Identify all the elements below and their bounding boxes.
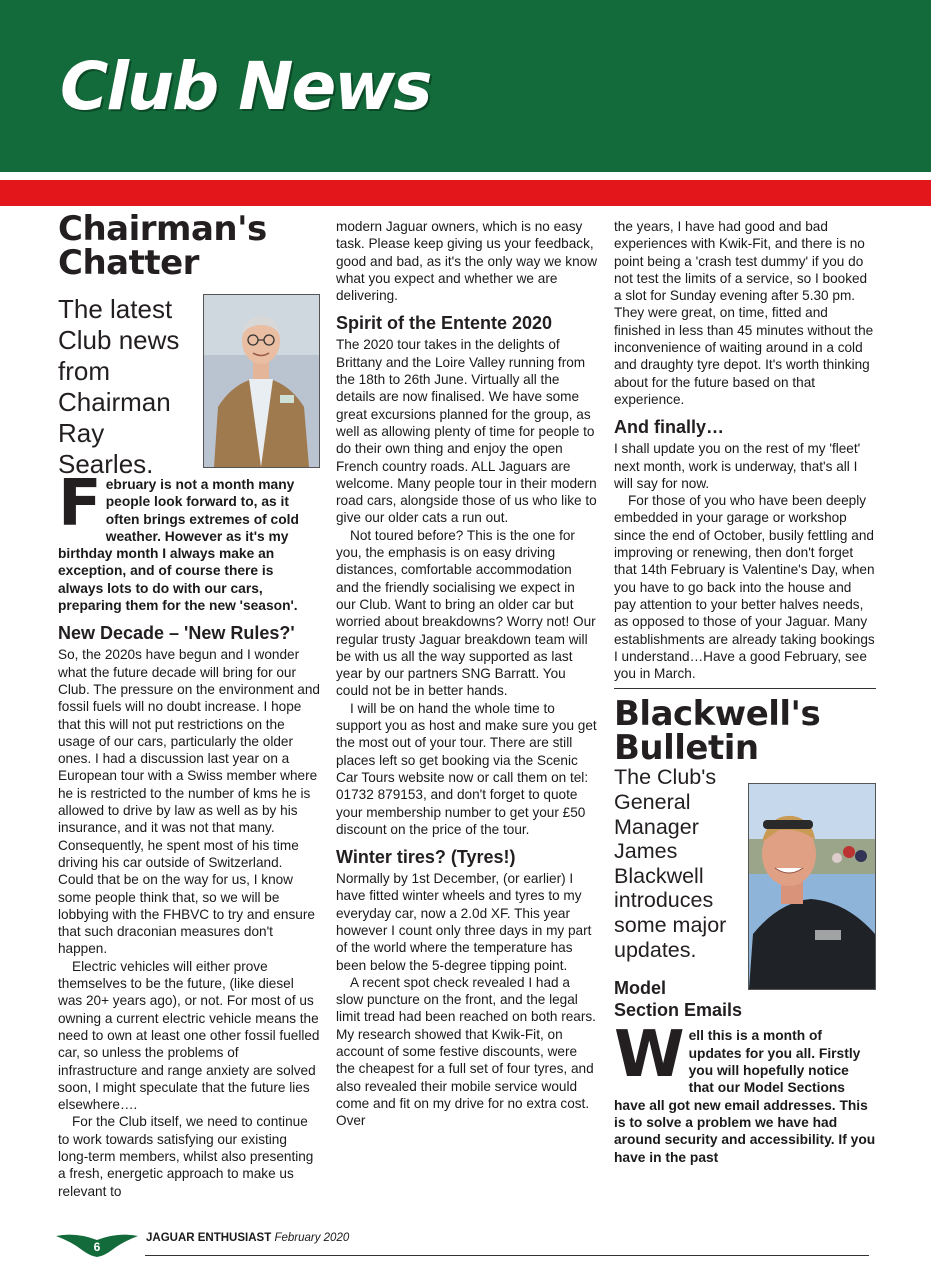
bulletin-title-line2: Bulletin [614,728,759,769]
new-decade-heading: New Decade – 'New Rules?' [58,623,295,644]
body-paragraph: The 2020 tour takes in the delights of Brittany and the Loire Valley running from the 18th to 26th June. Virtually all the details are now finalised. We have some great excursions planned for the group, as well as allowing plenty of time for people to do their own thing and enjoy the open French country roads. ALL Jaguars are welcome. Many people tour in their modern road cars, alongside those of us who like to give our older cats a run out. [336,337,597,526]
footer-rule [145,1255,869,1256]
footer-credit [146,1232,349,1244]
body-paragraph: Normally by 1st December, (or earlier) I have fitted winter wheels and tyres to my everyday car, now a 2.0d XF. This year however I count only three days in my part of the world where the temperature has been below the 5-degree tipping point. [336,871,592,973]
body-paragraph: For those of you who have been deeply embedded in your garage or workshop since the end of October, busily fettling and improving or renewing, then don't forget that 14th February is Valentine's Day, when you have to go back into the house and pay attention to your better halves needs, as opposed to those of your Jaguar. Many establishments are already taking bookings I understand…Have a good February, see you in March. [614,493,875,682]
column-2 [336,218,598,1130]
publication-name: JAGUAR ENTHUSIAST [146,1232,272,1244]
chairman-intro-text: ebruary is not a month many people look forward to, as it often brings extremes of cold weather. However as it's my birthday month I always make an exception, and of course there is always lots to do with our cars, preparing them for the new 'season'. [58,477,299,614]
body-paragraph: Electric vehicles will either prove themselves to be the future, (like diesel was 20+ years ago), or not. For most of us owning a current electric vehicle means the need to own at least one other fossil fuelled car, so unless the problems of infrastructure and range anxiety are solved soon, I might speculate that the future lies elsewhere…. [58,958,320,1113]
issue-date: February 2020 [274,1232,350,1244]
and-finally-heading: And finally… [614,417,725,438]
jaguar-wings-logo [56,1230,138,1258]
page-title: Club News [60,48,431,125]
subtitle-line: some major [614,912,727,937]
chairman-photo [203,294,320,468]
subtitle-line: The latest [58,294,173,324]
body-paragraph: So, the 2020s have begun and I wonder what the future decade will bring for our Club. The pressure on the environment and fossil fuels will no doubt increase. I hope that this will not put restrictions on the usage of our cars, particularly the older ones. I had a discussion last year on a European tour with a Swiss member where he is restricted to the number of kms he is allowed to drive by law as well as by his insurance, and it was not that many. Consequently, he spent most of his time driving his car outside of Switzerland. Could that be on the way for us, I know some people think that, so we will be lobbying with the FHBVC to try and ensure that such draconian measures don't happen. [58,647,320,957]
chairman-title [58,209,320,283]
dropcap-f: F [58,467,102,541]
body-paragraph: I shall update you on the rest of my 'fleet' next month, work is underway, that's all I will say for now. [614,441,861,491]
subtitle-line: updates. [614,937,697,962]
subtitle-line: from [58,356,110,386]
body-paragraph: I will be on hand the whole time to support you as host and make sure you get the most out of your tour. There are still places left so get booking via the Scenic Car Tours website now or call them on tel: 01732 879153, and don't forget to quote your membership number to get your £50 discount on the price of the tour. [336,700,597,837]
bulletin-intro-text: ell this is a month of updates for you all. Firstly you will hopefully notice that our Model Sections have all got new email addresses. This is to solve a problem we have had around security and accessibility. If you have in the past [614,1028,876,1165]
subtitle-line: introduces [614,888,714,913]
section-divider [614,688,876,689]
subtitle-line: Blackwell [614,863,704,888]
chairman-intro-paragraph [58,467,320,614]
dropcap-w: W [614,1018,685,1093]
subtitle-line: General [614,790,691,815]
chairman-title-line2: Chatter [58,243,199,283]
bulletin-intro-paragraph [614,1018,876,1165]
column-1 [58,209,320,1200]
entente-heading: Spirit of the Entente 2020 [336,313,553,334]
blackwell-photo [748,783,876,990]
chairman-title-line1: Chairman's [58,209,267,249]
body-paragraph: For the Club itself, we need to continue to work towards satisfying our existing long-term members, whilst also presenting a fresh, energetic approach to make us relevant to [58,1114,314,1199]
chairman-intro-block [58,294,320,479]
subtitle-line: Ray Searles. [58,418,154,479]
heading-line: Section Emails [614,1000,743,1021]
subtitle-line: Manager [614,814,699,839]
body-paragraph: modern Jaguar owners, which is no easy task. Please keep giving us your feedback, good and bad, as it's the only way we know what you expect and whether we are delivering. [336,219,598,304]
subtitle-line: James [614,839,678,864]
subtitle-line: Club news [58,325,180,355]
page-number: 6 [93,1240,101,1254]
body-paragraph: the years, I have had good and bad experiences with Kwik-Fit, and there is no point being a 'crash test dummy' if you do not test the limits of a service, so I booked a slot for Sunday evening after 5.30 pm. They were great, on time, fitted and finished in less than 45 minutes without the inconvenience of waiting around in a cold and draughty tyre depot. It's worth thinking about for the future based on that experience. [614,219,874,407]
bulletin-title-line1: Blackwell's [614,694,821,735]
subtitle-line: The Club's [614,765,717,790]
body-paragraph: A recent spot check revealed I had a slow puncture on the front, and the legal limit tread had been reached on both rears. My research showed that Kwik-Fit, on account of some festive discounts, were the cheapest for a full set of four tyres, and also revealed their mobile service would come and fit on my drive for no extra cost. Over [336,974,596,1129]
winter-tyres-heading: Winter tires? (Tyres!) [336,847,516,868]
red-stripe [0,180,931,206]
banner-divider [0,172,931,180]
heading-line: Model [614,978,666,999]
bulletin-title [614,694,876,769]
column-3 [614,218,876,1166]
subtitle-line: Chairman [58,387,171,417]
body-paragraph: Not toured before? This is the one for you, the emphasis is on easy driving distances, comfortable accommodation and the friendly socialising we expect in our Club. Want to bring an older car but worried about breakdowns? Worry not! Our regular trusty Jaguar breakdown team will be with us all the way supported as last year by our partners SNG Barratt. You could not be in better hands. [336,527,596,699]
bulletin-intro-block [614,765,876,977]
header-banner [0,0,931,172]
